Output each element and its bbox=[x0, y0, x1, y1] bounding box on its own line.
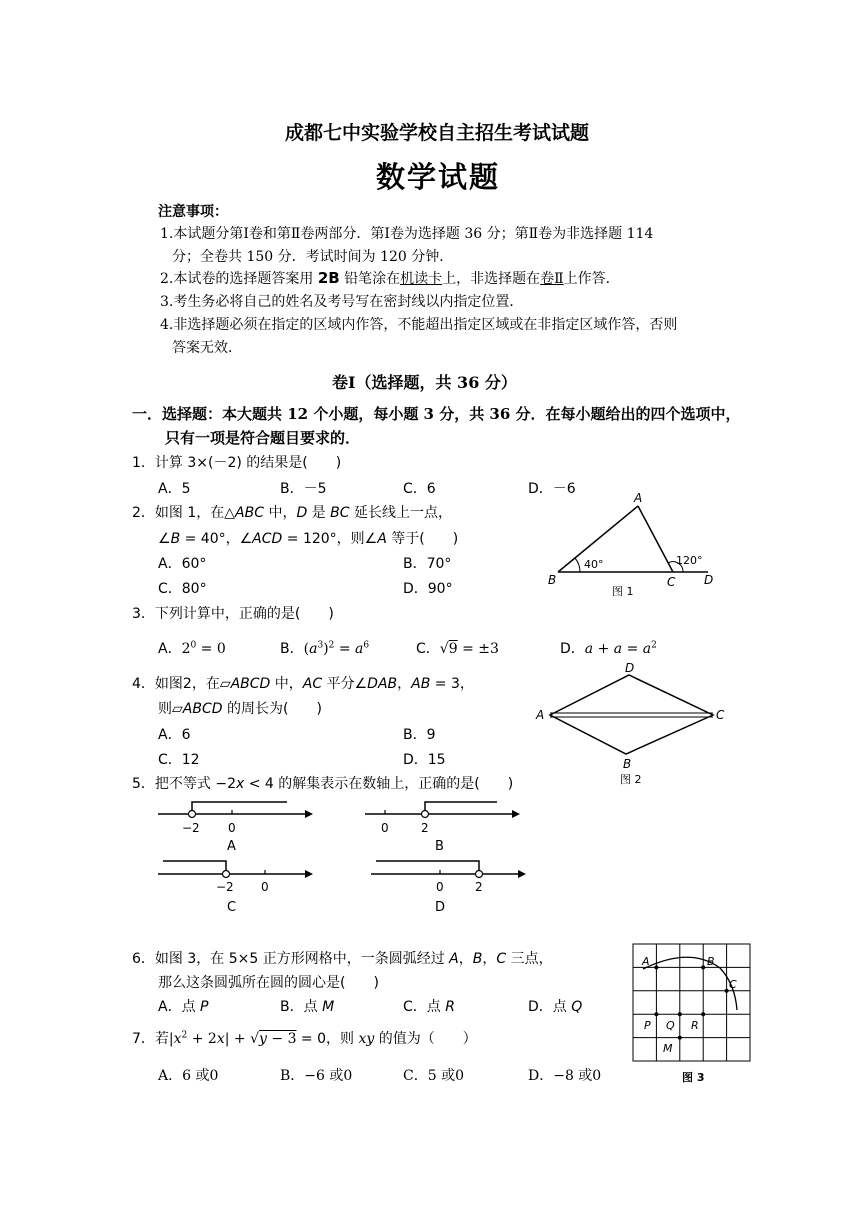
section-instruction-line2: 只有一项是符合题目要求的． bbox=[165, 429, 361, 447]
fig1-label-d: D bbox=[704, 573, 714, 587]
svg-text:A: A bbox=[227, 839, 236, 854]
fig3-label-p: P bbox=[644, 1019, 651, 1032]
school-title: 成都七中实验学校自主招生考试试题 bbox=[285, 122, 590, 144]
figure-1-triangle bbox=[540, 488, 730, 603]
q7-option-b: B．−6 或0 bbox=[280, 1068, 353, 1084]
svg-text:−2: −2 bbox=[216, 880, 234, 894]
figure-3-grid bbox=[625, 938, 760, 1086]
fig1-angle-c: 120° bbox=[676, 554, 703, 567]
fig1-angle-b: 40° bbox=[584, 558, 604, 571]
q2-option-d: D．90° bbox=[403, 581, 453, 597]
section-title: 卷Ⅰ（选择题，共 36 分） bbox=[332, 373, 517, 392]
fig2-caption: 图 2 bbox=[620, 773, 642, 786]
fig2-label-d: D bbox=[625, 661, 635, 675]
fig3-label-r: R bbox=[691, 1019, 699, 1032]
q4-option-c: C．12 bbox=[158, 752, 200, 768]
q4-stem: 4．如图2，在▱ABCD 中，AC 平分∠DAB，AB = 3， bbox=[132, 676, 474, 692]
q1-stem: 1．计算 3×(－2) 的结果是( ) bbox=[132, 455, 342, 471]
fig1-label-b: B bbox=[548, 573, 557, 587]
fig2-label-a: A bbox=[536, 708, 545, 722]
svg-text:0: 0 bbox=[261, 880, 269, 894]
svg-text:2: 2 bbox=[421, 821, 429, 835]
q6-option-a: A．点 P bbox=[158, 999, 209, 1015]
q6-option-d: D．点 Q bbox=[528, 999, 583, 1015]
q2-condition: ∠B = 40°，∠ACD = 120°，则∠A 等于( ) bbox=[158, 531, 459, 547]
note-1-line2: 分；全卷共 150 分．考试时间为 120 分钟． bbox=[172, 249, 454, 265]
q2-stem: 2．如图 1，在△ABC 中，D 是 BC 延长线上一点， bbox=[132, 505, 452, 521]
q4-option-b: B．9 bbox=[403, 727, 436, 743]
numberline-option-a bbox=[155, 797, 320, 855]
q4-option-d: D．15 bbox=[403, 752, 446, 768]
note-1-line1: 1.本试题分第Ⅰ卷和第Ⅱ卷两部分．第Ⅰ卷为选择题 36 分；第Ⅱ卷为非选择题 114 bbox=[160, 226, 654, 242]
fig1-label-c: C bbox=[667, 575, 676, 589]
q6-stem: 6．如图 3，在 5×5 正方形网格中，一条圆弧经过 A，B，C 三点， bbox=[132, 951, 553, 967]
q7-option-d: D．−8 或0 bbox=[528, 1068, 602, 1084]
q3-option-a: A．$2^0 = 0$ bbox=[158, 640, 226, 657]
svg-text:B: B bbox=[435, 839, 444, 854]
fig2-label-b: B bbox=[623, 757, 632, 771]
fig3-label-c: C bbox=[729, 978, 737, 991]
q5-stem: 5．把不等式 −2x < 4 的解集表示在数轴上，正确的是( ) bbox=[132, 776, 514, 792]
q2-option-c: C．80° bbox=[158, 581, 207, 597]
numberline-option-d bbox=[368, 855, 533, 917]
q1-option-c: C．6 bbox=[403, 481, 436, 497]
fig3-caption: 图 3 bbox=[682, 1071, 705, 1084]
note-2: 2.本试卷的选择题答案用 2B 铅笔涂在机读卡上，非选择题在卷Ⅱ上作答． bbox=[160, 269, 620, 287]
q7-option-c: C．5 或0 bbox=[403, 1068, 464, 1084]
svg-text:0: 0 bbox=[381, 821, 389, 835]
svg-text:D: D bbox=[435, 900, 446, 915]
svg-text:−2: −2 bbox=[182, 821, 200, 835]
q4-stem-line2: 则▱ABCD 的周长为( ) bbox=[158, 701, 322, 717]
fig3-label-a: A bbox=[642, 955, 650, 968]
section-instruction-line1: 一．选择题：本大题共 12 个小题，每小题 3 分，共 36 分．在每小题给出的四个选项中， bbox=[132, 405, 741, 423]
note-4-line1: 4.非选择题必须在指定的区域内作答，不能超出指定区域或在非指定区域作答，否则 bbox=[160, 317, 678, 333]
note-4-line2: 答案无效． bbox=[172, 340, 242, 356]
svg-text:0: 0 bbox=[228, 821, 236, 835]
fig1-label-a: A bbox=[634, 491, 643, 505]
figure-2-rhombus bbox=[530, 660, 730, 788]
svg-text:C: C bbox=[227, 900, 237, 915]
subject-title: 数学试题 bbox=[376, 160, 501, 194]
q7-stem: 7．若$|x^2 + 2x| + √y - 3 = 0$，则 xy 的值为（ ） bbox=[132, 1030, 477, 1047]
q1-option-d: D．－6 bbox=[528, 481, 576, 497]
fig1-caption: 图 1 bbox=[612, 585, 634, 598]
notes-heading: 注意事项： bbox=[158, 204, 228, 220]
fig3-label-q: Q bbox=[666, 1019, 675, 1032]
svg-text:2: 2 bbox=[475, 880, 483, 894]
q6-option-c: C．点 R bbox=[403, 999, 455, 1015]
q2-option-b: B．70° bbox=[403, 556, 452, 572]
q3-option-c: C．√9 = ±3 bbox=[416, 641, 499, 657]
q3-option-d: D．$a + a = a^2$ bbox=[560, 640, 657, 657]
q3-option-b: B．$(a^3)^2 = a^6$ bbox=[280, 640, 370, 657]
q7-option-a: A．6 或0 bbox=[158, 1068, 219, 1084]
fig3-label-b: B bbox=[707, 955, 715, 968]
numberline-option-c bbox=[155, 855, 320, 917]
q4-option-a: A．6 bbox=[158, 727, 191, 743]
q1-option-a: A．5 bbox=[158, 481, 191, 497]
q6-option-b: B．点 M bbox=[280, 999, 335, 1015]
note-3: 3.考生务必将自己的姓名及考号写在密封线以内指定位置． bbox=[160, 294, 524, 310]
numberline-option-b bbox=[362, 797, 527, 855]
q6-stem-line2: 那么这条圆弧所在圆的圆心是( ) bbox=[158, 975, 379, 991]
q2-option-a: A．60° bbox=[158, 556, 207, 572]
q3-stem: 3．下列计算中，正确的是( ) bbox=[132, 606, 334, 622]
fig3-label-m: M bbox=[663, 1042, 673, 1055]
fig2-label-c: C bbox=[716, 708, 725, 722]
q1-option-b: B．－5 bbox=[280, 481, 327, 497]
svg-text:0: 0 bbox=[436, 880, 444, 894]
